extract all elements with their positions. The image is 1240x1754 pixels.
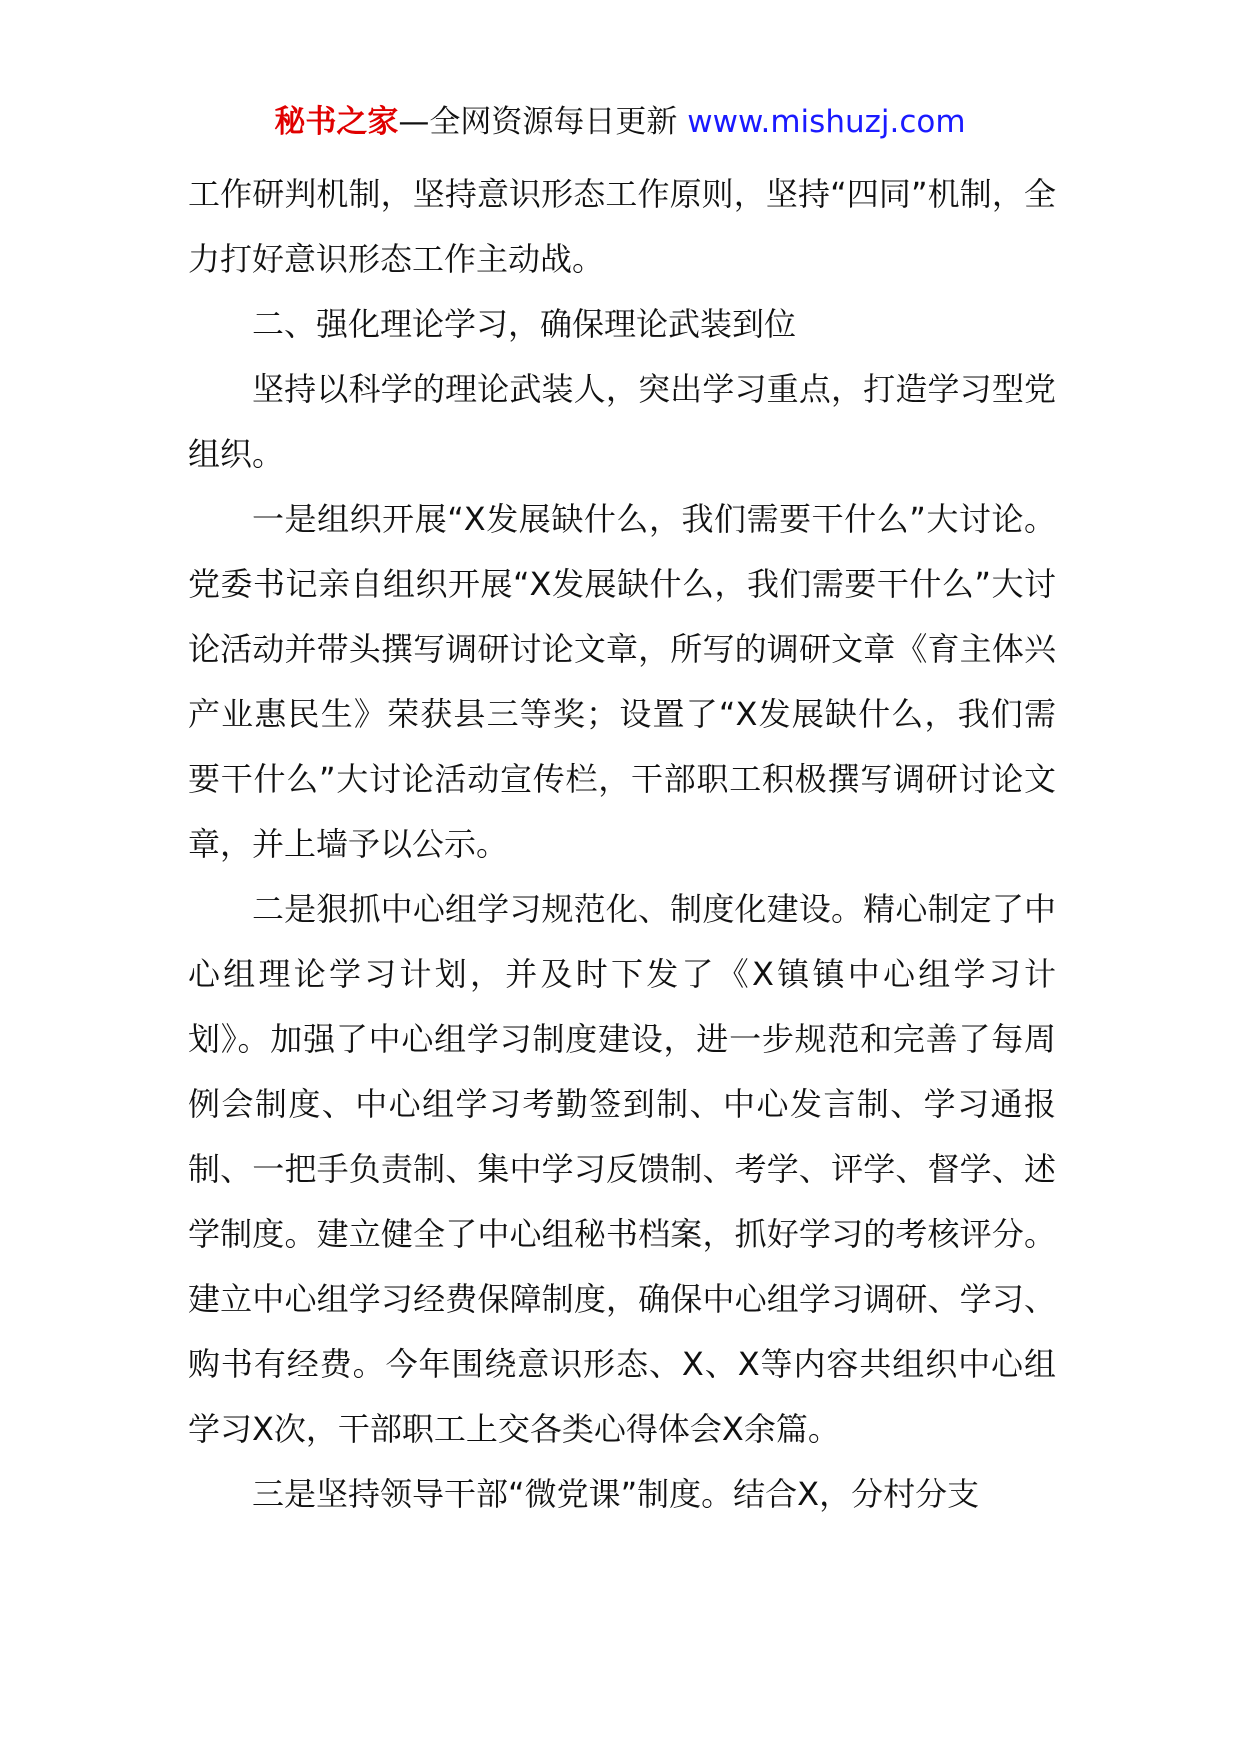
paragraph-item-2: 二是狠抓中心组学习规范化、制度化建设。精心制定了中心组理论学习计划，并及时下发了《X镇镇中心组学习计划》。加强了中心组学习制度建设，进一步规范和完善了每周例会制度、中心组学习考勤签到制、中心发言制、学习通报制、一把手负责制、集中学习反馈制、考学、评学、督学、述学制度。建立健全了中心组秘书档案，抓好学习的考核评分。建立中心组学习经费保障制度，确保中心组学习调研、学习、购书有经费。今年围绕意识形态、X、X等内容共组织中心组学习X次，干部职工上交各类心得体会X余篇。 <box>188 890 1056 1448</box>
paragraph-item-1: 一是组织开展“X发展缺什么，我们需要干什么”大讨论。党委书记亲自组织开展“X发展缺什么，我们需要干什么”大讨论活动并带头撰写调研讨论文章，所写的调研文章《育主体兴产业惠民生》荣获县三等奖；设置了“X发展缺什么，我们需要干什么”大讨论活动宣传栏，干部职工积极撰写调研讨论文章，并上墙予以公示。 <box>188 500 1056 863</box>
paragraph-item-3: 三是坚持领导干部“微党课”制度。结合X，分村分支 <box>252 1475 980 1513</box>
header-tagline: —全网资源每日更新 <box>398 104 678 140</box>
page-header <box>0 100 1240 144</box>
paragraph-continuation: 工作研判机制，坚持意识形态工作原则，坚持“四同”机制，全力打好意识形态工作主动战。 <box>188 175 1056 278</box>
header-url-link[interactable]: www.mishuzj.com <box>687 104 966 140</box>
header-brand: 秘书之家 <box>274 104 399 140</box>
paragraph-intro: 坚持以科学的理论武装人，突出学习重点，打造学习型党组织。 <box>188 370 1056 473</box>
document-body <box>188 162 1056 1527</box>
section-heading: 二、强化理论学习，确保理论武装到位 <box>252 305 797 343</box>
